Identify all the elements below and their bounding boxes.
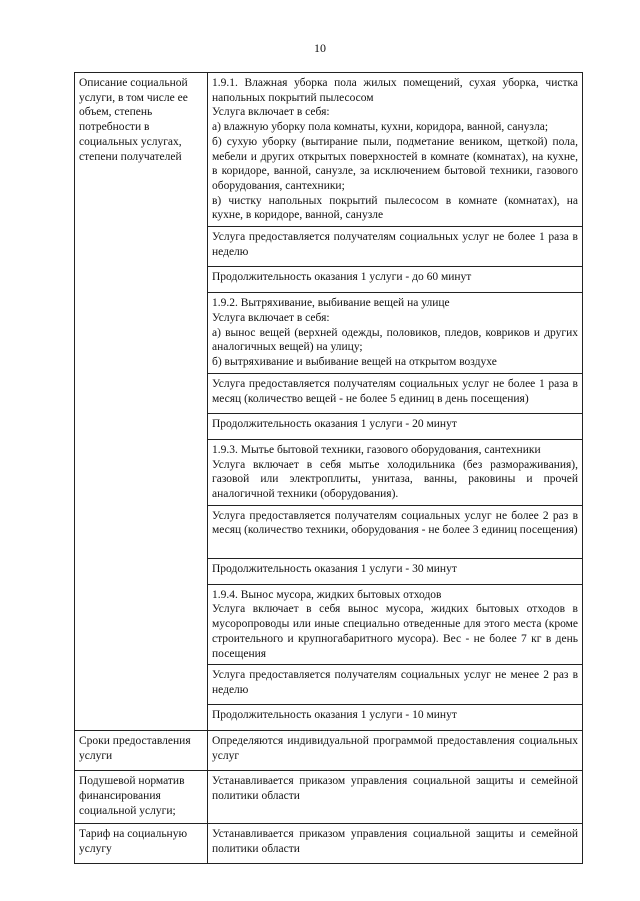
service-item: а) вынос вещей (верхней одежды, половиков, пледов, ковриков и других аналогичных вещей) на улицу; (212, 326, 578, 354)
norm-label: Подушевой норматив финансирования социальной услуги; (75, 771, 208, 824)
service-duration: Продолжительность оказания 1 услуги - до 60 минут (208, 267, 583, 293)
tariff-label: Тариф на социальную услугу (75, 824, 208, 864)
service-frequency: Услуга предоставляется получателям социальных услуг не менее 2 раз в неделю (208, 665, 583, 705)
service-intro: Услуга включает в себя мытье холодильника (без размораживания), газовой или электроплиты, унитаза, ванны, раковины и прочей аналогичной техники (оборудования). (212, 458, 578, 500)
service-description (208, 73, 583, 227)
service-item: а) влажную уборку пола комнаты, кухни, коридора, ванной, санузла; (212, 121, 549, 134)
service-frequency: Услуга предоставляется получателям социальных услуг не более 2 раз в месяц (количество техники, оборудования - не более 3 единиц посещения) (208, 505, 583, 558)
terms-label: Сроки предоставления услуги (75, 731, 208, 771)
service-intro: Услуга включает в себя: (212, 106, 330, 119)
table-row (75, 771, 583, 824)
service-description (208, 293, 583, 374)
service-duration: Продолжительность оказания 1 услуги - 10 минут (208, 705, 583, 731)
service-description (208, 584, 583, 665)
table-row (75, 73, 583, 227)
service-title: 1.9.1. Влажная уборка пола жилых помещений, сухая уборка, чистка напольных покрытий пылесосом (212, 77, 578, 104)
service-duration: Продолжительность оказания 1 услуги - 30 минут (208, 558, 583, 584)
service-table (74, 72, 583, 864)
tariff-value: Устанавливается приказом управления социальной защиты и семейной политики области (208, 824, 583, 864)
service-item: б) вытряхивание и выбивание вещей на открытом воздухе (212, 356, 497, 369)
page-number: 10 (314, 41, 326, 55)
service-description (208, 439, 583, 505)
service-intro: Услуга включает в себя вынос мусора, жидких бытовых отходов в мусоропроводы или иные специально отведенные для этого места (кроме строительного и крупногабаритного мусора). Вес - не более 7 кг в день посещения (212, 603, 578, 660)
service-title: 1.9.2. Вытряхивание, выбивание вещей на улице (212, 297, 450, 310)
service-title: 1.9.3. Мытье бытовой техники, газового оборудования, сантехники (212, 443, 541, 456)
description-label: Описание социальной услуги, в том числе ее объем, степень потребности в социальных услугах, степени получателей (75, 73, 208, 731)
table-row (75, 824, 583, 864)
service-item: б) сухую уборку (вытирание пыли, подметание веником, щеткой) пола, мебели и других открытых поверхностей в комнате (комнатах), на кухне, в коридоре, ванной, санузле, за исключением бытовой техники, газового оборудования, сантехники; (212, 135, 578, 193)
service-intro: Услуга включает в себя: (212, 311, 330, 324)
norm-value: Устанавливается приказом управления социальной защиты и семейной политики области (208, 771, 583, 824)
service-item: в) чистку напольных покрытий пылесосом в комнате (комнатах), на кухне, в коридоре, ванной, санузле (212, 194, 578, 222)
service-frequency: Услуга предоставляется получателям социальных услуг не более 1 раза в неделю (208, 227, 583, 267)
service-title: 1.9.4. Вынос мусора, жидких бытовых отходов (212, 588, 442, 601)
terms-value: Определяются индивидуальной программой предоставления социальных услуг (208, 731, 583, 771)
service-frequency: Услуга предоставляется получателям социальных услуг не более 1 раза в месяц (количество вещей - не более 5 единиц в день посещения) (208, 373, 583, 413)
service-duration: Продолжительность оказания 1 услуги - 20 минут (208, 413, 583, 439)
table-row (75, 731, 583, 771)
